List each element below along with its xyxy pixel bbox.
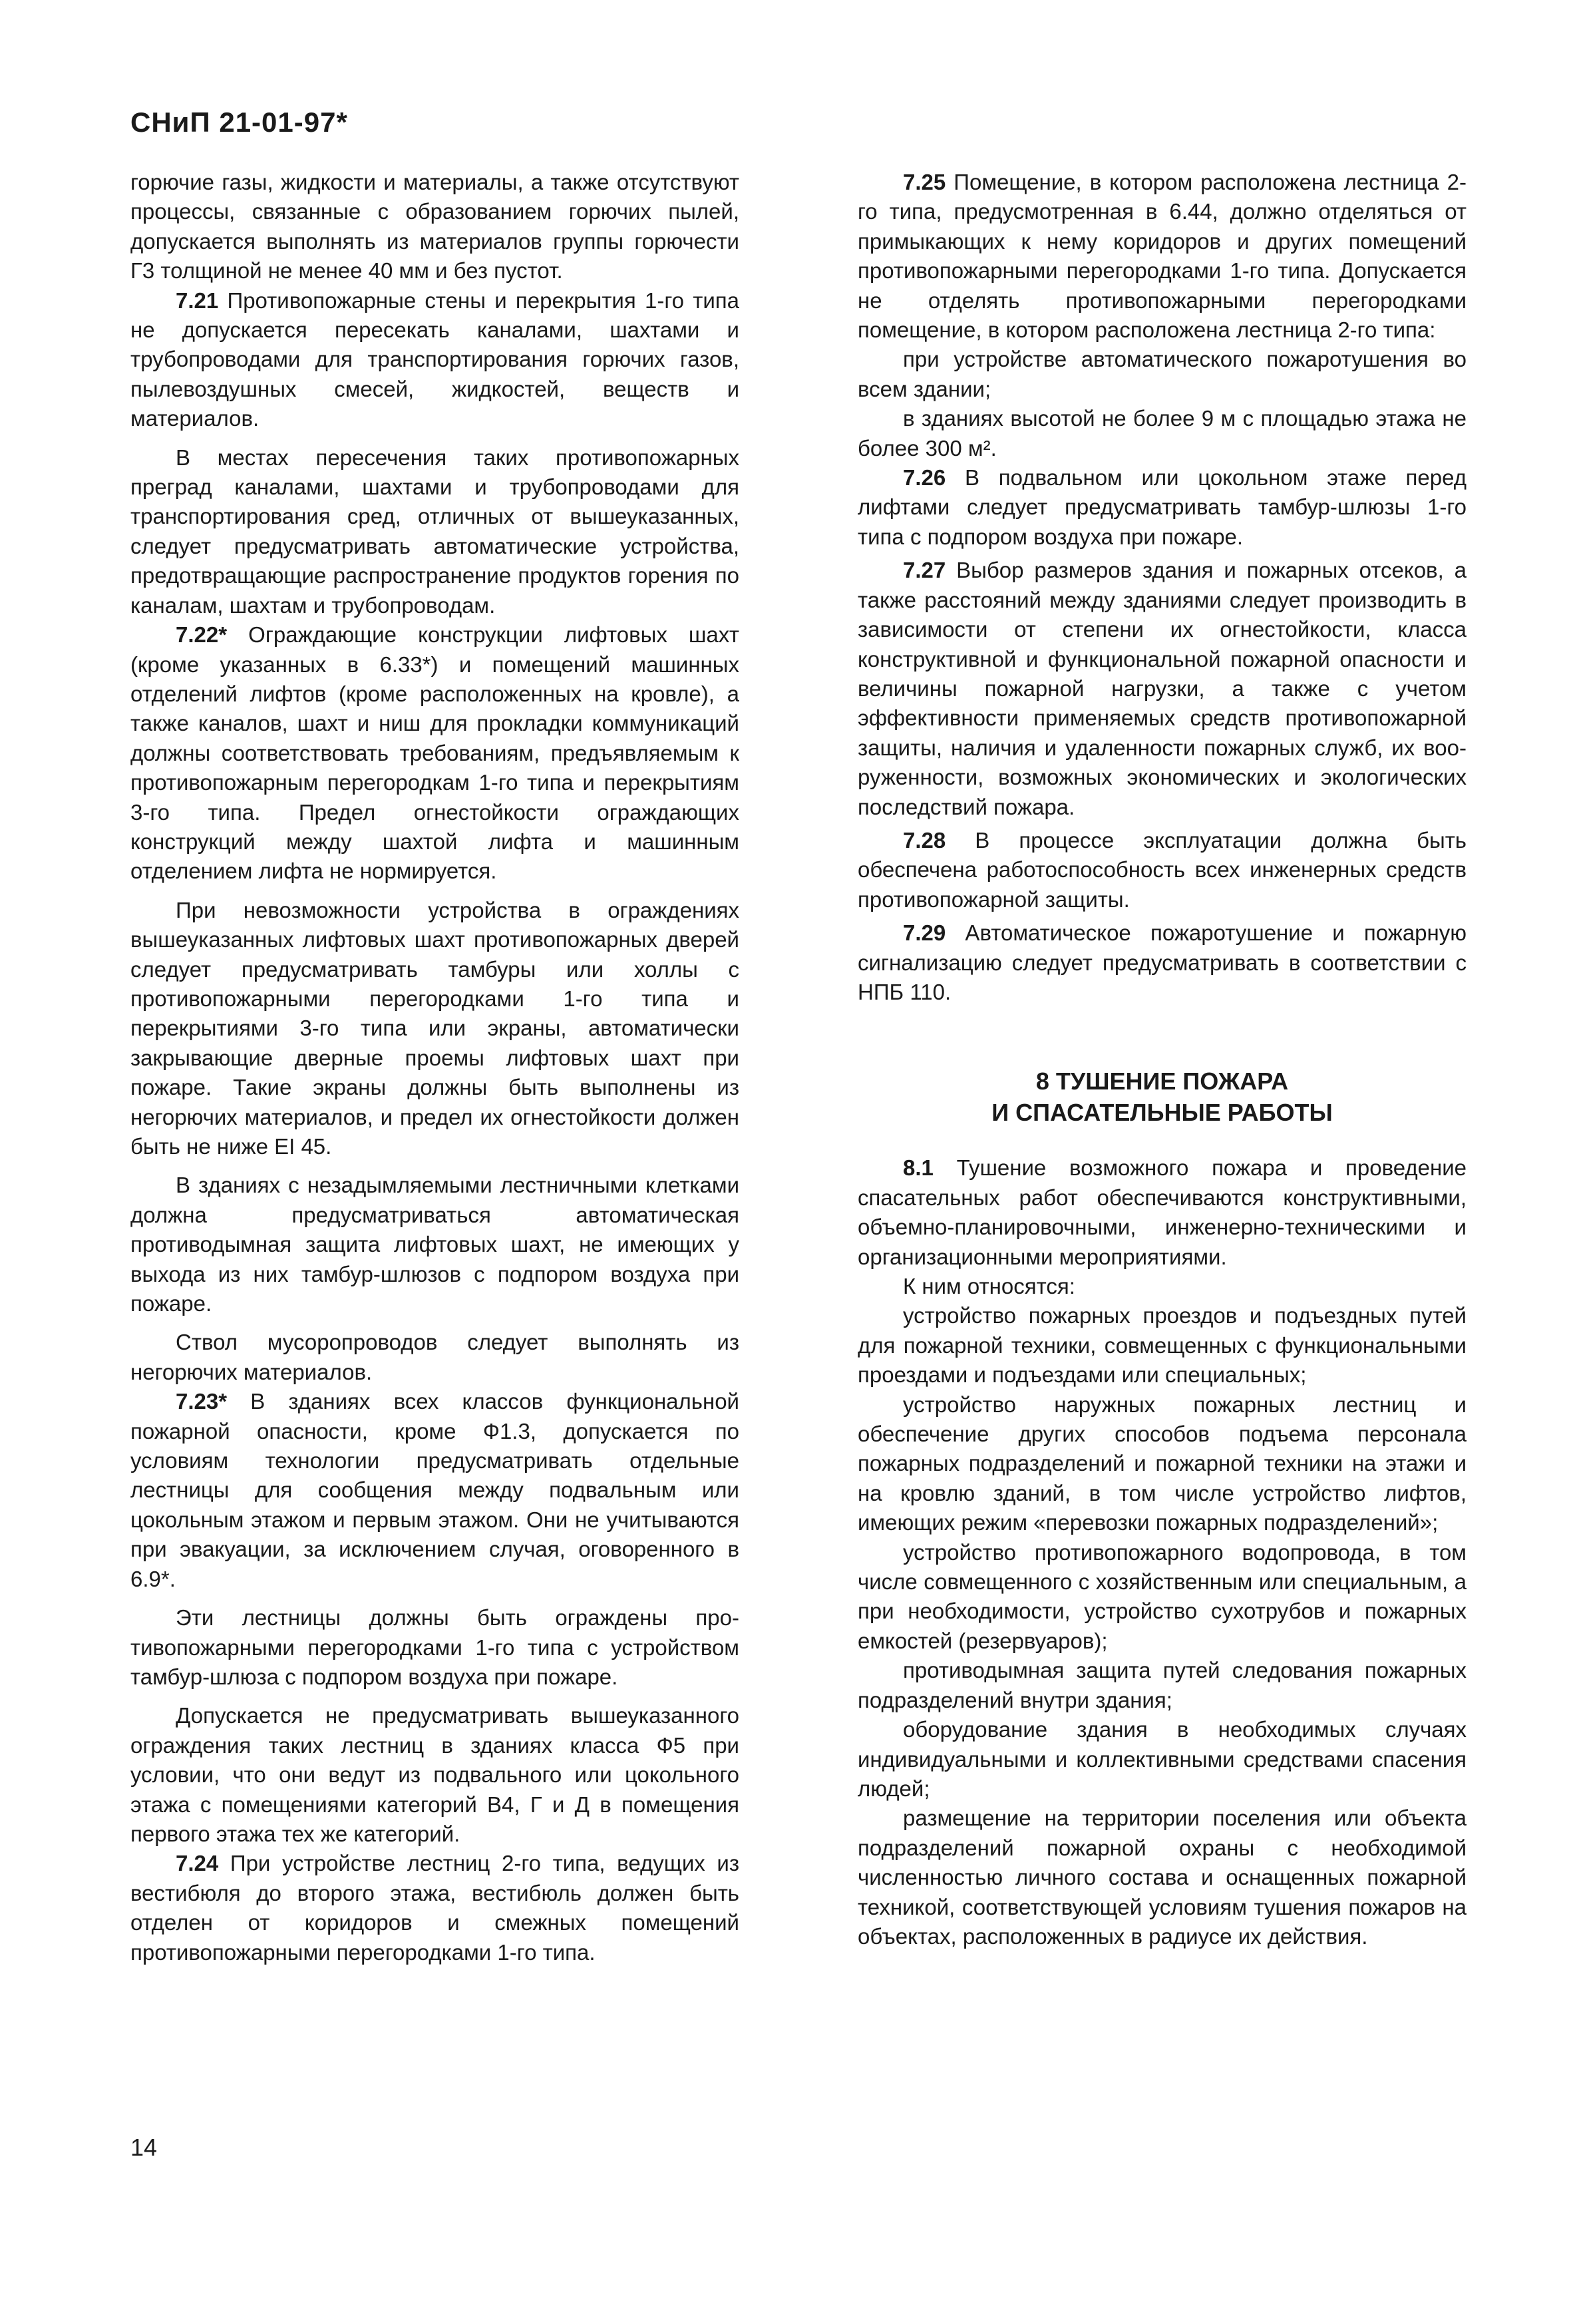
right-column [858, 168, 1467, 1951]
left-column [130, 168, 739, 1967]
list-item: устройство пожарных проездов и подъездных путей для пожарной техники, совмещенных с функциональными проездами и подъездами или специальных; [858, 1303, 1467, 1388]
paragraph: горючие газы, жидкости и материалы, а также отсутствуют процессы, связанные с образованием горючих пылей, допускается выполнять из материалов группы горючести Г3 толщиной не менее 40 мм и без пустот. [130, 170, 739, 284]
list-item: устройство противопожарного водопровода, в том числе совмещенного с хозяйственным или специальным, а при необходимости, устройство сухотрубов и пожарных емкостей (резервуаров); [858, 1539, 1467, 1653]
section-heading-line: И СПАСАТЕЛЬНЫЕ РАБОТЫ [991, 1099, 1333, 1127]
paragraph: К ним относятся: [903, 1274, 1075, 1298]
clause-8-1 [858, 1153, 1467, 1272]
section-heading [858, 1065, 1467, 1128]
paragraph: в зданиях высотой не более 9 м с площадью этажа не более 300 м². [858, 406, 1467, 461]
clause-7-24 [130, 1849, 739, 1967]
clause-text: Тушение возможного пожара и проведение спасательных работ обеспечиваются конструктивными, объемно-планировочными, инженерно-техническими и организационными мероприятиями. [858, 1155, 1467, 1269]
clause-7-25 [858, 168, 1467, 345]
paragraph: при устройстве автоматического пожаротушения во всем здании; [858, 347, 1467, 401]
clause-number: 7.21 [176, 288, 219, 313]
paragraph: Эти лестницы должны быть ограждены противопожарными перегородками 1-го типа с устройством тамбур-шлюза с подпором воздуха при пожаре. [130, 1605, 739, 1689]
paragraph: В зданиях с незадымляемыми лестничными клетками должна предусматриваться автоматическая противодымная защита лифтовых шахт, не имеющих у выхода из них тамбур-шлюзов с подпором воздуха при пожаре. [130, 1173, 739, 1316]
clause-7-27 [858, 556, 1467, 822]
clause-text: Противопожарные стены и перекрытия 1-го типа не допускается пересекать каналами, шахтами и трубопроводами для транспортирования горючих газов, пылевоздушных смесей, жидкостей, веществ и материалов. [130, 288, 739, 431]
paragraph: При невозможности устройства в ограждениях вышеуказанных лифтовых шахт противопожарных дверей следует предусматривать тамбуры или холлы с противопожарными перегородками 1-го типа и перекрытиями 3-го типа или экраны, автоматически закрывающие дверные проемы лифтовых шахт при пожаре. Такие экраны должны быть выполнены из негорючих материалов, и предел их огнестойкости должен быть не ниже EI 45. [130, 897, 739, 1159]
clause-text: В процессе эксплуатации должна быть обеспечена работоспособность всех инженерных средств противопожарной защиты. [858, 827, 1467, 912]
clause-text: Автоматическое пожаротушение и пожарную сигнализацию следует предусматривать в соответствии с НПБ 110. [858, 920, 1467, 1004]
clause-number: 7.29 [903, 920, 946, 946]
list-item: устройство наружных пожарных лестниц и обеспечение других способов подъема персонала пожарных подразделений и пожарной техники на этажи и на кровлю зданий, в том числе устройство лифтов, имеющих режим «перевозки пожарных подразделений»; [858, 1392, 1467, 1535]
clause-7-21 [130, 286, 739, 434]
clause-number: 8.1 [903, 1155, 934, 1181]
clause-7-22 [130, 620, 739, 886]
clause-text: Помещение, в котором расположена лестница 2-го типа, предусмотренная в 6.44, должно отделяться от примыкающих к нему коридоров и других помещений противопожарными перегородками 1-го типа. Допускается не отделять противопожарными перегородками помещение, в котором расположена лестница 2-го типа: [858, 170, 1467, 343]
clause-number: 7.22* [176, 622, 228, 648]
clause-text: При устройстве лестниц 2-го типа, ведущих из вестибюля до второго этажа, вестибюль должен быть отделен от коридоров и смежных помещений противопожарными перегородками 1-го типа. [130, 1851, 739, 1965]
clause-7-23 [130, 1387, 739, 1594]
clause-text: В зданиях всех классов функциональной пожарной опасности, кроме Ф1.3, допускается по условиям технологии предусматривать отдельные лестницы для сообщения между подвальным или цокольным этажом и первым этажом. Они не учитываются при эвакуации, за исключением случая, оговоренного в 6.9*. [130, 1389, 739, 1591]
list-item: размещение на территории поселения или объекта подразделений пожарной охраны с необходимой численностью личного состава и оснащенных пожарной техникой, соответствующей условиям тушения пожаров на объектах, расположенных в радиусе их действия. [858, 1806, 1467, 1949]
clause-number: 7.28 [903, 827, 946, 853]
clause-7-28 [858, 826, 1467, 914]
list-item: оборудование здания в необходимых случаях индивидуальными и коллективными средствами спасения людей; [858, 1717, 1467, 1801]
clause-number: 7.26 [903, 465, 946, 490]
page-number: 14 [130, 2134, 158, 2161]
clause-number: 7.27 [903, 558, 946, 583]
clause-number: 7.23* [176, 1389, 228, 1414]
list-item: противодымная защита путей следования пожарных подразделений внутри здания; [858, 1658, 1467, 1712]
clause-7-26 [858, 463, 1467, 552]
paragraph: Допускается не предусматривать вышеуказанного ограждения таких лестниц в зданиях класса Ф5 при условии, что они ведут из подвального или цокольного этажа с помещениями категорий В4, Г и Д в помещения первого этажа тех же категорий. [130, 1703, 739, 1846]
section-heading-line: 8 ТУШЕНИЕ ПОЖАРА [1035, 1067, 1289, 1095]
paragraph: В местах пересечения таких противопожарных преград каналами, шахтами и трубопроводами для транспортирования сред, отличных от вышеуказанных, следует предусматривать автоматические устройства, предотвращающие распространение продуктов горения по каналам, шахтам и трубопроводам. [130, 445, 739, 618]
clause-7-29 [858, 918, 1467, 1007]
clause-text: Ограждающие конструкции лифтовых шахт (кроме указанных в 6.33*) и помещений машинных отделений лифтов (кроме расположенных на кровле), а также каналов, шахт и ниш для прокладки коммуникаций должны соответствовать требованиям, предъявляемым к противопожарным перегородкам 1-го типа и перекрытиям 3-го типа. Предел огнестойкости ограждающих конструкций между шахтой лифта и машинным отделением лифта не нормируется. [130, 622, 739, 884]
clause-number: 7.25 [903, 170, 946, 194]
clause-text: В подвальном или цокольном этаже перед лифтами следует предусматривать тамбур-шлюзы 1-го типа с подпором воздуха при пожаре. [858, 465, 1467, 549]
clause-number: 7.24 [176, 1851, 219, 1876]
document-code: СНиП 21-01-97* [130, 106, 348, 138]
clause-text: Выбор размеров здания и пожарных отсеков, а также расстояний между зданиями следует производить в зависимости от степени их огнестойкости, класса конструктивной и функциональной пожарной опасности и величины пожарной нагрузки, а также с учетом эффективности применяемых средств противопожарной защиты, наличия и удаленности пожарных служб, их вооруженности, возможных экономических и экологических последствий пожара. [858, 558, 1467, 819]
paragraph: Ствол мусоропроводов следует выполнять из негорючих материалов. [130, 1330, 739, 1384]
